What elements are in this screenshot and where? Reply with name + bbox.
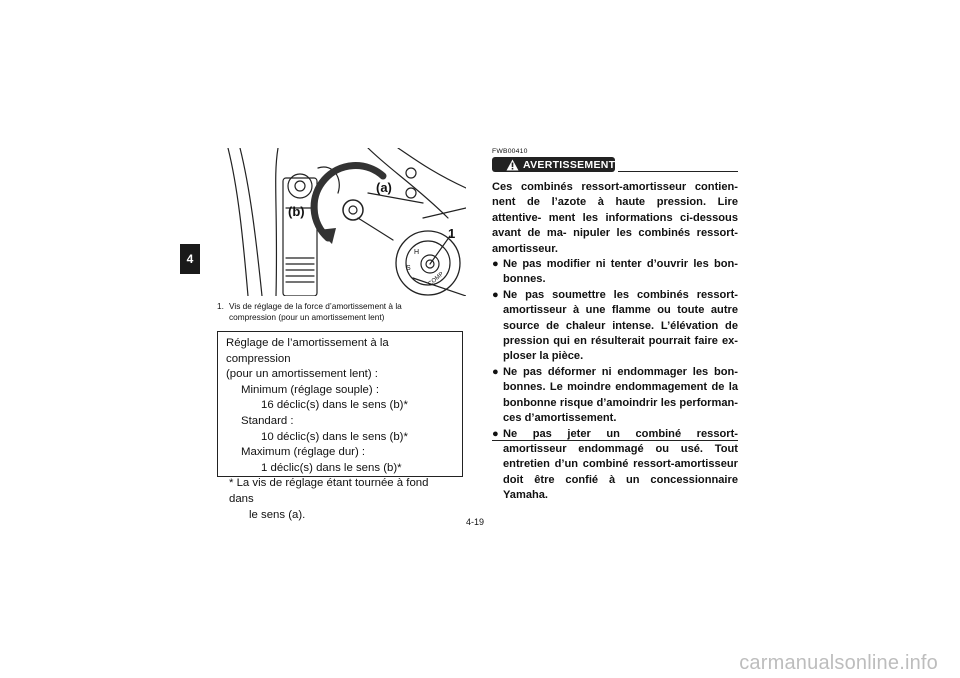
bullet-icon: ● [492, 365, 499, 378]
warning-intro: Ces combinés ressort-amortisseur contien- nent de l’azote à haute pression. Lire attentive- ment les informations ci-dessous avant de ma- nipuler les combinés ressort-amortisseur. [492, 181, 738, 255]
warning-bullet-text: Ne pas soumettre les combinés ressort- amortisseur à une flamme ou toute autre source de chaleur intense. L’élévation de pression qui en résulterait pourrait faire ex- ploser la pièce. [503, 288, 738, 363]
warning-bullet-text: Ne pas jeter un combiné ressort-amortisseur endommagé ou usé. Tout entretien d’un combiné ressort-amortisseur doit être confié à un concessionnaire Yamaha. [503, 427, 738, 502]
warning-bullet [492, 365, 738, 427]
watermark: carmanualsonline.info [739, 652, 938, 674]
spec-min-value: 16 déclic(s) dans le sens (b)* [261, 399, 408, 412]
warning-header [492, 157, 738, 175]
chapter-tab [180, 244, 200, 274]
spec-max-value: 1 déclic(s) dans le sens (b)* [261, 461, 402, 474]
shock-adjuster-illustration [218, 148, 466, 296]
spec-note-2: le sens (a). [249, 508, 306, 521]
warning-label-text: AVERTISSEMENT [523, 158, 616, 171]
bullet-icon: ● [492, 288, 499, 301]
warning-bullet [492, 288, 738, 365]
spec-max-label: Maximum (réglage dur) : [241, 446, 366, 459]
spec-title-2: (pour un amortissement lent) : [226, 368, 378, 381]
warning-header-rule [618, 171, 738, 172]
caption-line-1: Vis de réglage de la force d’amortissement à la [229, 301, 402, 311]
spec-std-value: 10 déclic(s) dans le sens (b)* [261, 430, 408, 443]
dial-comp: COMP [427, 271, 446, 288]
warning-end-rule [492, 440, 738, 441]
spec-std-label: Standard : [241, 414, 294, 427]
caption-line-2: compression (pour un amortissement lent) [229, 311, 385, 322]
caption-number: 1. [217, 301, 224, 311]
dial-h: H [414, 249, 420, 256]
warning-bullet-text: Ne pas modifier ni tenter d’ouvrir les bon- bonnes. [503, 258, 738, 286]
bullet-icon: ● [492, 258, 499, 271]
warning-bullet-text: Ne pas déformer ni endommager les bon- bonnes. Le moindre endommagement de la bonbonne risque d’amoindrir les performan- ces d’amortissement. [503, 365, 738, 425]
warning-code: FWB00410 [492, 148, 528, 155]
warning-bullet [492, 257, 738, 288]
dial-s: S [406, 265, 411, 272]
spec-note-1: * La vis de réglage étant tournée à fond dans [229, 477, 429, 505]
illustration-drawing [218, 148, 466, 296]
spec-title-1: Réglage de l’amortissement à la compression [226, 337, 389, 365]
label-a: (a) [376, 180, 392, 195]
spec-min-label: Minimum (réglage souple) : [241, 383, 380, 396]
warning-label [492, 157, 615, 172]
label-b: (b) [288, 204, 305, 219]
figure-caption [217, 301, 467, 322]
spec-box [217, 331, 463, 521]
warning-body [492, 180, 738, 504]
page-number: 4-19 [466, 517, 485, 527]
warning-triangle-icon [506, 159, 519, 171]
warning-bullet [492, 427, 738, 504]
bullet-icon: ● [492, 427, 499, 440]
chapter-number: 4 [186, 252, 194, 266]
callout-1: 1 [448, 226, 456, 241]
